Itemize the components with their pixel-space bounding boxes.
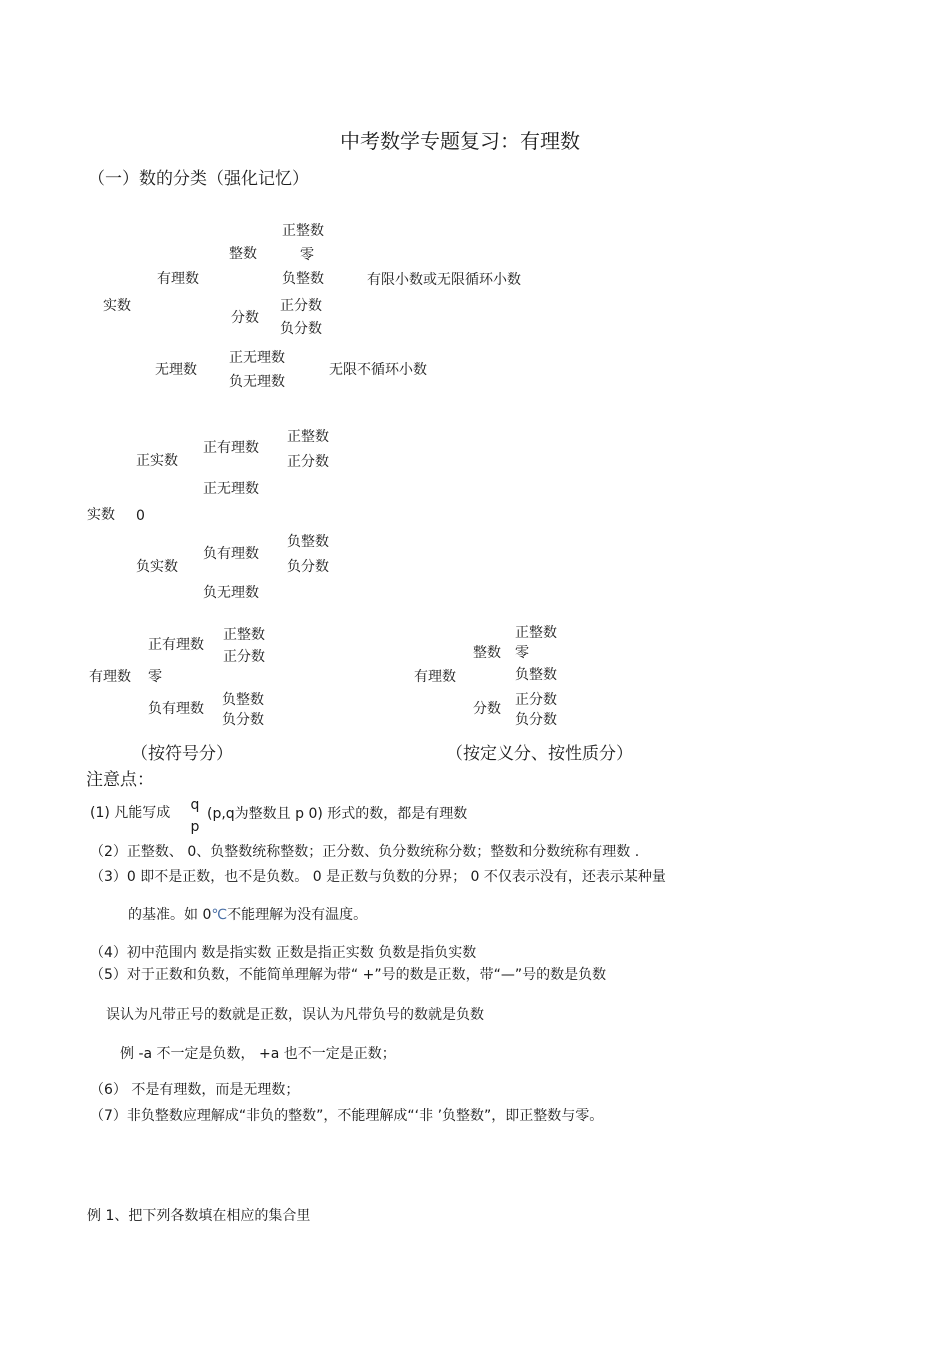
tree2-neg-real: 负实数 [136, 559, 178, 575]
tree1-integer: 整数 [229, 246, 257, 262]
tree2-pos-irr: 正无理数 [203, 481, 259, 497]
note-1-text: (p,q为整数且 p 0) 形式的数，都是有理数 [207, 806, 468, 822]
tree2-neg-rat: 负有理数 [203, 546, 259, 562]
tree2-neg-frac: 负分数 [287, 559, 329, 575]
tree4-neg-int: 负整数 [515, 667, 557, 683]
tree1-neg-irr: 负无理数 [229, 374, 285, 390]
tree4-integer: 整数 [473, 645, 501, 661]
page-title: 中考数学专题复习：有理数 [340, 129, 580, 153]
tree2-neg-int: 负整数 [287, 534, 329, 550]
tree2-neg-irr: 负无理数 [203, 585, 259, 601]
note-5b: 误认为凡带正号的数就是正数，误认为凡带负号的数就是负数 [106, 1007, 484, 1023]
tree2-pos-int: 正整数 [287, 429, 329, 445]
note-2: （2）正整数、 0、负整数统称整数；正分数、负分数统称分数；整数和分数统称有理数 . [90, 844, 640, 860]
note-1-prefix: (1) 凡能写成 [90, 805, 171, 821]
tree2-pos-rat: 正有理数 [203, 440, 259, 456]
tree1-neg-frac: 负分数 [280, 321, 322, 337]
note-3b-prefix: 的基准。如 0 [128, 907, 212, 923]
tree1-rational-desc: 有限小数或无限循环小数 [367, 272, 521, 288]
tree4-zero: 零 [515, 645, 529, 661]
tree4-caption: （按定义分、按性质分） [446, 744, 633, 764]
tree3-root: 有理数 [89, 669, 131, 685]
tree2-zero: 0 [136, 508, 145, 524]
tree3-neg-rat: 负有理数 [148, 701, 204, 717]
example-1: 例 1、把下列各数填在相应的集合里 [87, 1208, 311, 1224]
note-3b-suffix: 不能理解为没有温度。 [227, 907, 368, 923]
tree3-caption: （按符号分） [131, 744, 233, 764]
tree1-zero: 零 [300, 247, 314, 263]
tree4-pos-int: 正整数 [515, 625, 557, 641]
tree3-neg-frac: 负分数 [222, 712, 264, 728]
note-3a: （3）0 即不是正数，也不是负数。 0 是正数与负数的分界； 0 不仅表示没有，还表示某种量 [90, 869, 666, 885]
tree2-pos-real: 正实数 [136, 453, 178, 469]
degree-celsius-symbol: ℃ [211, 907, 228, 923]
note-6: （6） 不是有理数，而是无理数； [90, 1082, 300, 1098]
tree4-root: 有理数 [414, 669, 456, 685]
tree1-rational: 有理数 [157, 271, 199, 287]
tree1-root: 实数 [103, 298, 131, 314]
tree4-pos-frac: 正分数 [515, 692, 557, 708]
tree1-pos-irr: 正无理数 [229, 350, 285, 366]
tree1-irrational: 无理数 [155, 362, 197, 378]
notes-heading: 注意点： [86, 770, 154, 790]
tree4-neg-frac: 负分数 [515, 712, 557, 728]
fraction-denominator: p [190, 819, 200, 835]
note-5: （5）对于正数和负数，不能简单理解为带“ +”号的数是正数，带“—”号的数是负数 [90, 967, 607, 983]
tree1-fraction: 分数 [231, 310, 259, 326]
tree3-zero: 零 [148, 669, 162, 685]
note-4: （4）初中范围内 数是指实数 正数是指正实数 负数是指负实数 [90, 945, 477, 961]
tree3-neg-int: 负整数 [222, 692, 264, 708]
tree1-pos-frac: 正分数 [280, 298, 322, 314]
note-3b [128, 907, 367, 923]
tree3-pos-frac: 正分数 [223, 649, 265, 665]
fraction-numerator: q [190, 797, 200, 813]
note-7: （7）非负整数应理解成“非负的整数”，不能理解成“‘非 ’负整数”，即正整数与零。 [90, 1108, 604, 1124]
note-5c: 例 -a 不一定是负数， +a 也不一定是正数； [120, 1046, 396, 1062]
tree2-pos-frac: 正分数 [287, 454, 329, 470]
tree3-pos-int: 正整数 [223, 627, 265, 643]
tree2-root: 实数 [87, 507, 115, 523]
tree1-pos-int: 正整数 [282, 223, 324, 239]
tree1-neg-int: 负整数 [282, 271, 324, 287]
section-heading: （一）数的分类（强化记忆） [88, 169, 309, 189]
tree1-irrational-desc: 无限不循环小数 [329, 362, 427, 378]
tree3-pos-rat: 正有理数 [148, 637, 204, 653]
tree4-fraction: 分数 [473, 701, 501, 717]
